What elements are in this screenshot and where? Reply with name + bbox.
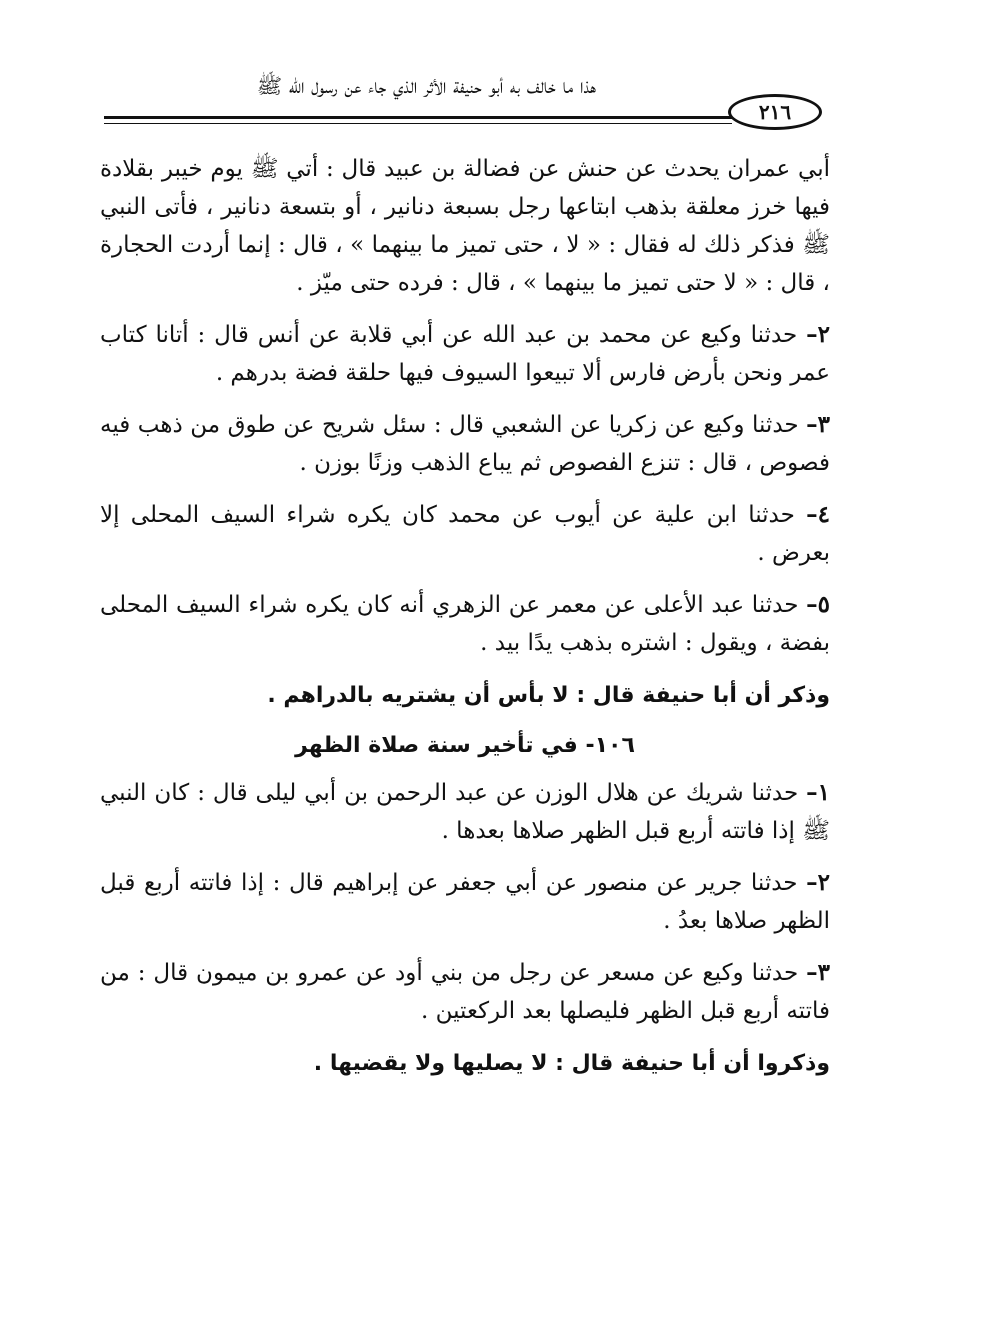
hadith-paragraph-2 <box>100 316 830 392</box>
header-rule-thin <box>104 123 732 124</box>
abu-hanifa-opinion-2: وذكروا أن أبا حنيفة قال : لا يصليها ولا يقضيها . <box>313 1051 830 1076</box>
hadith-paragraph-5 <box>100 586 830 662</box>
hadith-number: ٣– <box>806 411 830 438</box>
abu-hanifa-opinion: وذكر أن أبا حنيفة قال : لا بأس أن يشتريه بالدراهم . <box>267 683 830 708</box>
header-rule-thick <box>104 116 732 119</box>
hadith-text: حدثنا جرير عن منصور عن أبي جعفر عن إبراهيم قال : إذا فاتته أربع قبل الظهر صلاها بعدُ . <box>100 870 830 934</box>
page-number-badge: ٢١٦ <box>728 94 822 130</box>
hadith-number: ٢– <box>806 321 830 348</box>
hadith-number: ٣– <box>806 959 830 986</box>
hadith-text: حدثنا وكيع عن مسعر عن رجل من بني أود عن عمرو بن ميمون قال : من فاتته أربع قبل الظهر فليصلها بعد الركعتين . <box>100 960 830 1024</box>
hadith-paragraph-3 <box>100 406 830 482</box>
body-text <box>100 150 830 1094</box>
hadith-text: حدثنا عبد الأعلى عن معمر عن الزهري أنه كان يكره شراء السيف المحلى بفضة ، ويقول : اشتره بذهب يدًا بيد . <box>100 592 830 656</box>
running-header-title: هذا ما خالف به أبو حنيفة الأثر الذي جاء عن رسول الله ﷺ <box>256 74 596 98</box>
hadith-number: ٢– <box>806 869 830 896</box>
hadith-text: حدثنا وكيع عن زكريا عن الشعبي قال : سئل شريح عن طوق من ذهب فيه فصوص ، قال : تنزع الفصوص ثم يباع الذهب وزنًا بوزن . <box>100 412 830 476</box>
hadith-paragraph-q2 <box>100 864 830 940</box>
hadith-number: ١– <box>806 779 830 806</box>
paragraph-continuation: أبي عمران يحدث عن حنش عن فضالة بن عبيد قال : أتي ﷺ يوم خيبر بقلادة فيها خرز معلقة بذهب ابتاعها رجل بسبعة دنانير ، أو بتسعة دنانير ، فأتى النبي ﷺ فذكر ذلك له فقال : « لا ، حتى تميز ما بينهما » ، قال : إنما أردت الحجارة ، قال : « لا حتى تميز ما بينهما » ، قال : فرده حتى ميّز . <box>100 156 830 296</box>
hadith-text: حدثنا شريك عن هلال الوزن عن عبد الرحمن بن أبي ليلى قال : كان النبي ﷺ إذا فاتته أربع قبل الظهر صلاها بعدها . <box>100 780 830 844</box>
hadith-paragraph-q1 <box>100 774 830 850</box>
hadith-text: حدثنا ابن علية عن أيوب عن محمد كان يكره شراء السيف المحلى إلا بعرض . <box>100 502 830 566</box>
section-heading: ١٠٦- في تأخير سنة صلاة الظهر <box>295 733 635 758</box>
hadith-paragraph-4 <box>100 496 830 572</box>
hadith-number: ٤– <box>806 501 830 528</box>
hadith-paragraph-q3 <box>100 954 830 1030</box>
hadith-text: حدثنا وكيع عن محمد بن عبد الله عن أبي قلابة عن أنس قال : أتانا كتاب عمر ونحن بأرض فارس ألا تبيعوا السيوف فيها حلقة فضة بدرهم . <box>100 322 830 386</box>
hadith-number: ٥– <box>806 591 830 618</box>
